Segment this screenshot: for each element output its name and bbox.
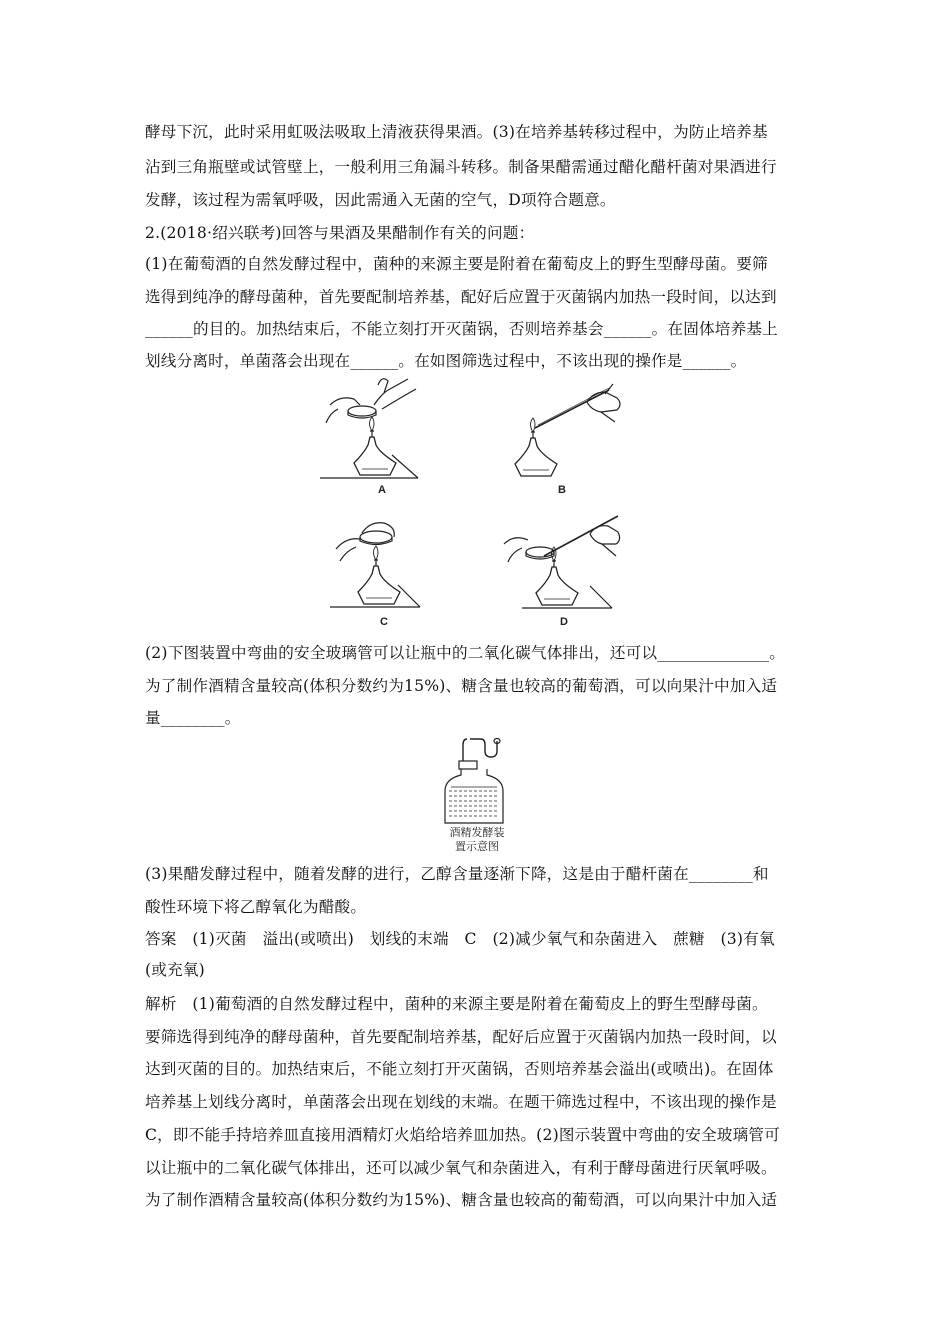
analysis-line-6: 以让瓶中的二氧化碳气体排出，还可以减少氧气和杂菌进入，有利于酵母菌进行厌氧呼吸。: [145, 1159, 777, 1177]
figure-c-illustration: [330, 515, 425, 615]
part3-line-2: 酸性环境下将乙醇氧化为醋酸。: [145, 898, 367, 916]
intro-line-1: 酵母下沉，此时采用虹吸法吸取上清液获得果酒。(3)在培养基转移过程中，为防止培养基: [145, 123, 768, 141]
answer-line-2: (或充氧): [145, 961, 205, 979]
analysis-line-1: 解析 (1)葡萄酒的自然发酵过程中，菌种的来源主要是附着在葡萄皮上的野生型酵母菌。: [145, 995, 768, 1013]
figure-label-b: B: [558, 484, 566, 496]
figure-b-illustration: [505, 380, 630, 485]
part1-line-4: 划线分离时，单菌落会出现在______。在如图筛选过程中，不该出现的操作是______。: [145, 352, 747, 370]
analysis-line-2: 要筛选得到纯净的酵母菌种，首先要配制培养基，配好后应置于灭菌锅内加热一段时间，以: [145, 1028, 777, 1046]
analysis-line-3: 达到灭菌的目的。加热结束后，不能立刻打开灭菌锅，否则培养基会溢出(或喷出)。在固体: [145, 1060, 774, 1078]
part3-line-1: (3)果醋发酵过程中，随着发酵的进行，乙醇含量逐渐下降，这是由于醋杆菌在________和: [145, 865, 769, 883]
part2-line-2: 为了制作酒精含量较高(体积分数约为15%)、糖含量也较高的葡萄酒，可以向果汁中加入适: [145, 677, 778, 695]
intro-line-2: 沾到三角瓶壁或试管壁上，一般利用三角漏斗转移。制备果醋需通过醋化醋杆菌对果酒进行: [145, 158, 777, 176]
analysis-line-7: 为了制作酒精含量较高(体积分数约为15%)、糖含量也较高的葡萄酒，可以向果汁中加入适: [145, 1191, 778, 1209]
part1-line-2: 选得到纯净的酵母菌种，首先要配制培养基，配好后应置于灭菌锅内加热一段时间，以达到: [145, 288, 777, 306]
figure-label-c: C: [380, 616, 388, 628]
analysis-line-5: C，即不能手持培养皿直接用酒精灯火焰给培养皿加热。(2)图示装置中弯曲的安全玻璃管可: [145, 1126, 780, 1144]
question-title: 2.(2018·绍兴联考)回答与果酒及果醋制作有关的问题：: [145, 224, 535, 242]
fermentation-device-illustration: [437, 737, 527, 827]
answer-line-1: 答案 (1)灭菌 溢出(或喷出) 划线的末端 C (2)减少氧气和杂菌进入 蔗糖 (3)有氧: [145, 930, 775, 948]
part1-line-1: (1)在葡萄酒的自然发酵过程中，菌种的来源主要是附着在葡萄皮上的野生型酵母菌。要筛: [145, 255, 768, 273]
device-caption-line-1: 酒精发酵装: [449, 826, 505, 839]
part2-line-1: (2)下图装置中弯曲的安全玻璃管可以让瓶中的二氧化碳气体排出，还可以______________。: [145, 644, 786, 662]
figure-label-a: A: [378, 484, 386, 496]
part2-line-3: 量________。: [145, 709, 241, 727]
figure-a-illustration: [320, 375, 425, 485]
figure-d-illustration: [500, 512, 635, 617]
intro-line-3: 发酵，该过程为需氧呼吸，因此需通入无菌的空气，D项符合题意。: [145, 191, 616, 209]
device-caption-line-2: 置示意图: [455, 840, 499, 853]
analysis-line-4: 培养基上划线分离时，单菌落会出现在划线的末端。在题干筛选过程中，不该出现的操作是: [145, 1093, 777, 1111]
figure-label-d: D: [560, 616, 568, 628]
part1-line-3: ______的目的。加热结束后，不能立刻打开灭菌锅，否则培养基会______。在固体培养基上: [145, 320, 778, 338]
